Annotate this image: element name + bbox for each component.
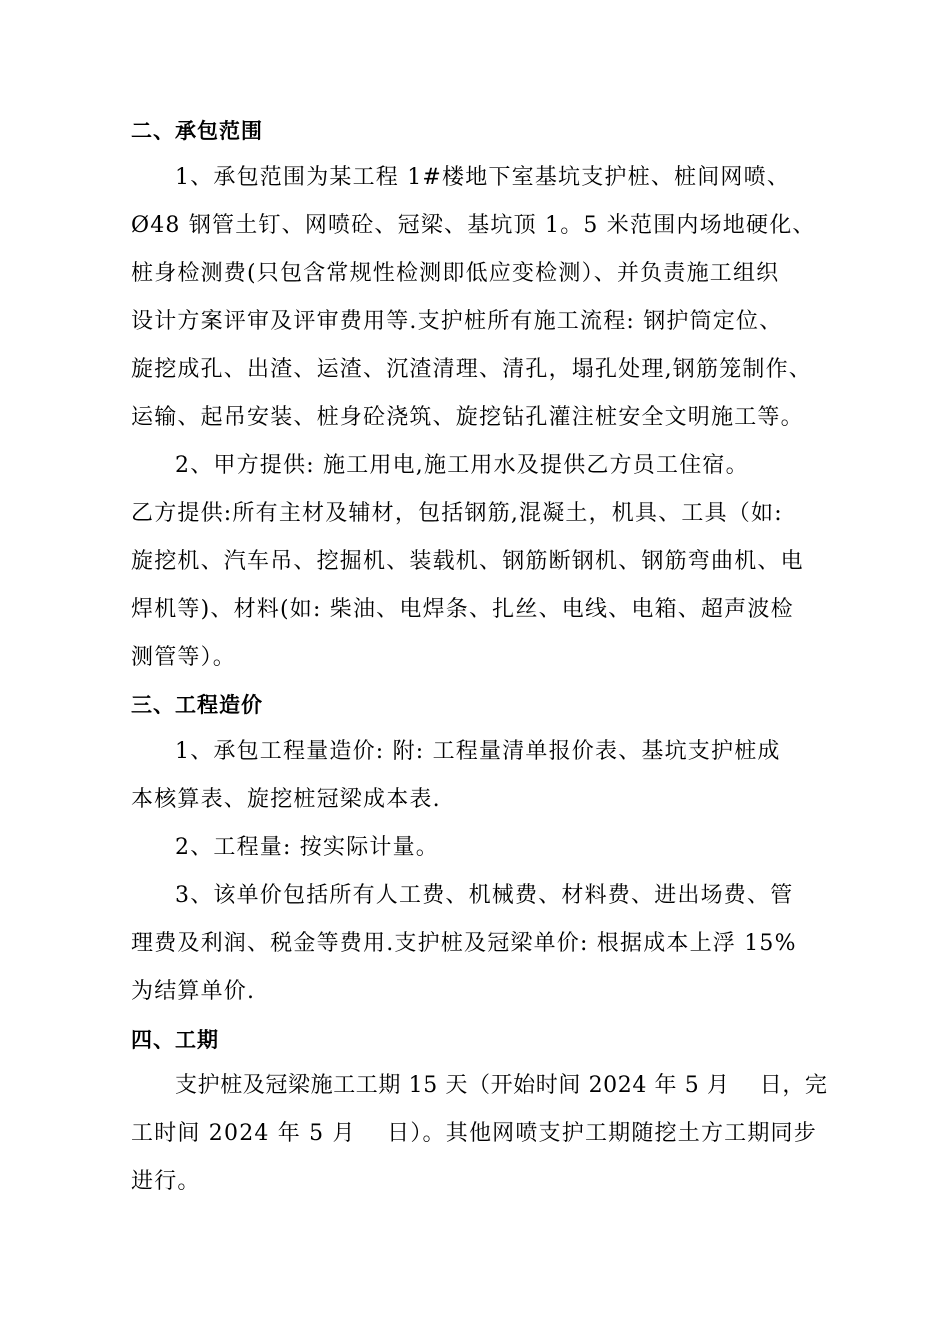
paragraph-line: 2、工程量: 按实际计量。: [175, 835, 440, 860]
paragraph-line: 本核算表、旋挖桩冠梁成本表.: [131, 787, 441, 812]
paragraph-line: 2、甲方提供: 施工用电,施工用水及提供乙方员工住宿。: [175, 453, 749, 478]
paragraph-line: 旋挖机、汽车吊、挖掘机、装载机、钢筋断钢机、钢筋弯曲机、电: [131, 549, 804, 574]
paragraph-line: 理费及利润、税金等费用.支护桩及冠梁单价: 根据成本上浮 15%: [131, 931, 797, 956]
section-heading-cost: 三、工程造价: [131, 693, 263, 717]
paragraph-line: 焊机等)、材料(如: 柴油、电焊条、扎丝、电线、电箱、超声波检: [131, 597, 794, 622]
section-heading-scope: 二、承包范围: [131, 119, 263, 143]
paragraph-line: 旋挖成孔、出渣、运渣、沉渣清理、清孔，塌孔处理,钢筋笼制作、: [131, 357, 812, 382]
paragraph-line: 3、该单价包括所有人工费、机械费、材料费、进出场费、管: [175, 883, 794, 908]
paragraph-line: 设计方案评审及评审费用等.支护桩所有施工流程: 钢护筒定位、: [131, 309, 783, 334]
paragraph-line: 为结算单价.: [131, 979, 256, 1004]
paragraph-line: 1、承包工程量造价: 附: 工程量清单报价表、基坑支护桩成: [175, 739, 781, 764]
paragraph-line: 运输、起吊安装、桩身砼浇筑、旋挖钻孔灌注桩安全文明施工等。: [131, 405, 804, 430]
paragraph-line: Ø48 钢管土钉、网喷砼、冠梁、基坑顶 1。5 米范围内场地硬化、: [131, 213, 816, 238]
paragraph-line: 测管等）。: [131, 645, 237, 670]
paragraph-line: 1、承包范围为某工程 1#楼地下室基坑支护桩、桩间网喷、: [175, 165, 791, 190]
paragraph-line: 桩身检测费(只包含常规性检测即低应变检测）、并负责施工组织: [131, 261, 780, 286]
paragraph-line: 支护桩及冠梁施工工期 15 天（开始时间 2024 年 5 月 日，完: [175, 1073, 828, 1098]
paragraph-line: 乙方提供:所有主材及辅材，包括钢筋,混凝土，机具、工具（如:: [131, 501, 783, 526]
section-heading-schedule: 四、工期: [131, 1028, 219, 1052]
paragraph-line: 进行。: [131, 1169, 201, 1194]
paragraph-line: 工时间 2024 年 5 月 日）。其他网喷支护工期随挖土方工期同步: [131, 1121, 817, 1146]
